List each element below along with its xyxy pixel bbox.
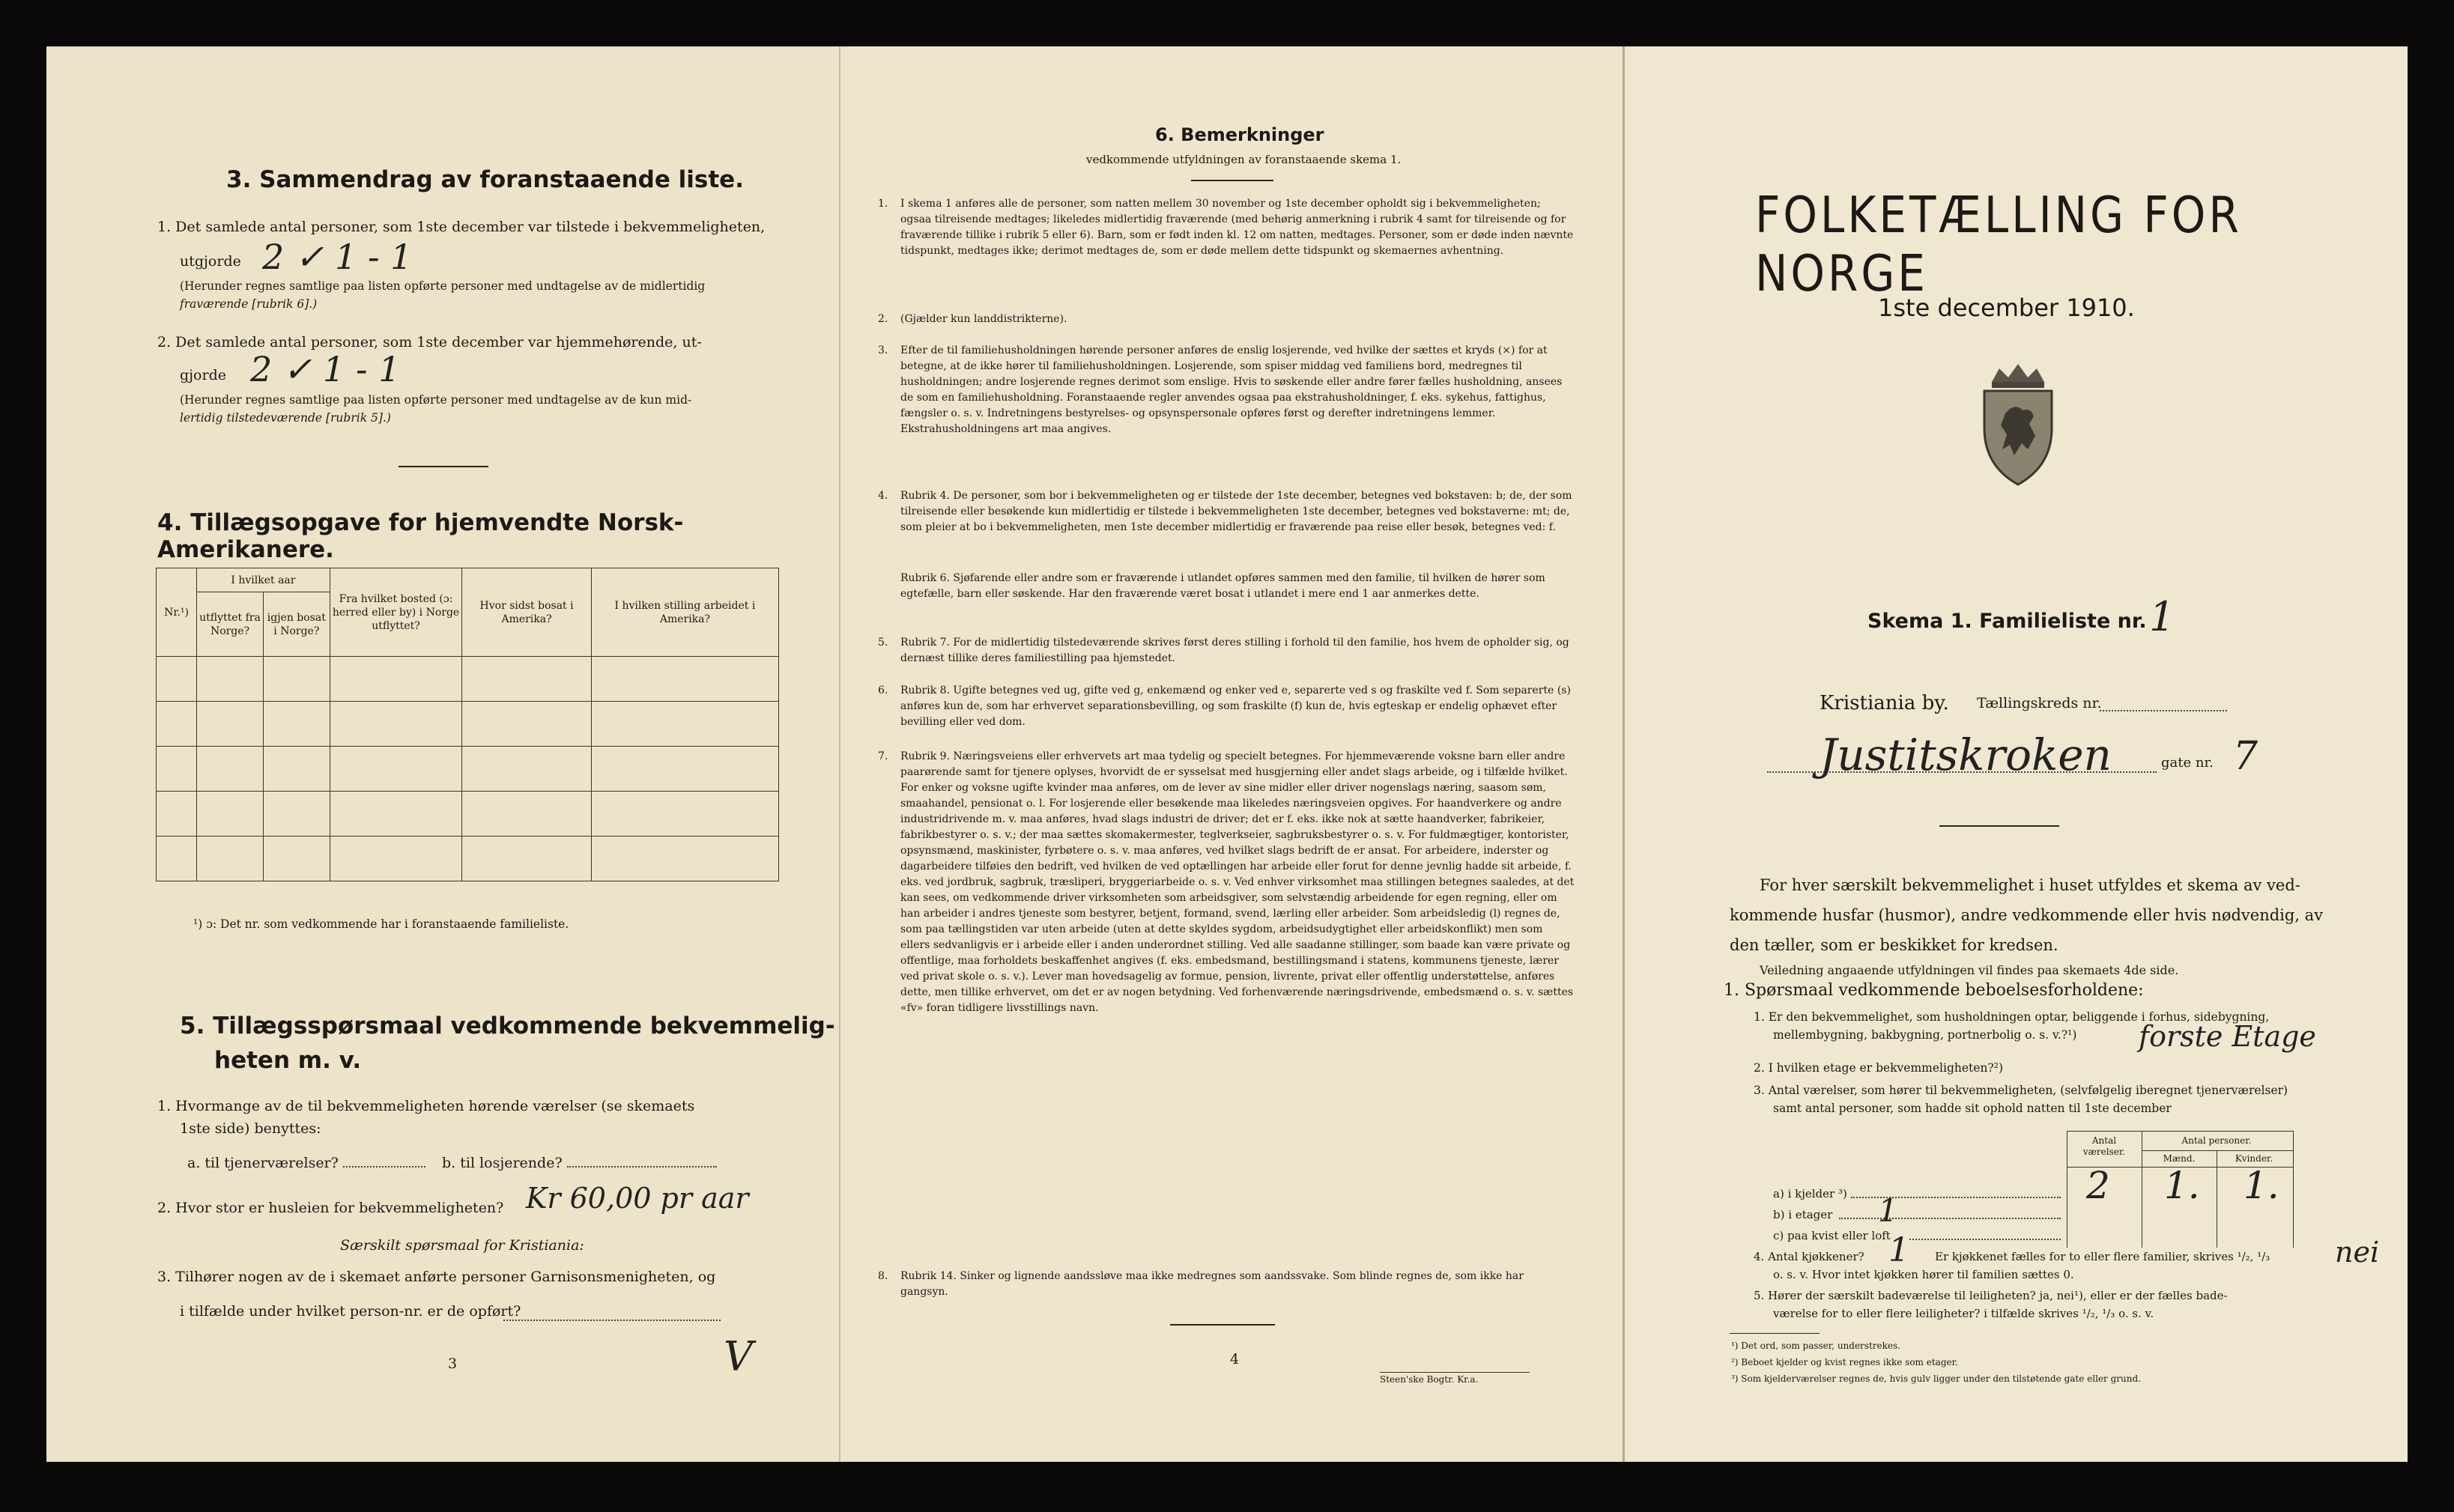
printer-imprint: Steen'ske Bogtr. Kr.a.: [1380, 1372, 1530, 1385]
row-b-label: b) i etager: [1773, 1208, 1833, 1221]
city-label: Kristiania by.: [1820, 692, 1949, 714]
s5-q1-a: [187, 1152, 425, 1174]
q5-line1: 5. Hører der særskilt badeværelse til leiligheten? ja, nei¹), eller er der fælles bade-: [1754, 1289, 2228, 1302]
col-antal-vaerelser: Antal værelser.: [2082, 1135, 2126, 1157]
remark-6: [878, 683, 1575, 730]
s3-item2-handwriting: 2 ✓ 1 - 1: [250, 349, 401, 389]
s3-item1-note2: fraværende [rubrik 6].): [180, 297, 318, 311]
remark-number: 7.: [878, 750, 888, 762]
col-antal-personer: Antal personer.: [2181, 1135, 2252, 1146]
row-c-dotline: [1909, 1239, 2061, 1240]
q4-rest: Er kjøkkenet fælles for to eller flere familier, skrives ¹/₂, ¹/₃: [1935, 1250, 2270, 1263]
col-nr: Nr.¹): [157, 568, 197, 657]
footnote-1: ¹) Det ord, som passer, understrekes.: [1731, 1341, 1900, 1351]
remark-number: 6.: [878, 684, 888, 696]
page-3: [46, 46, 839, 1462]
remark-text: Rubrik 4. De personer, som bor i bekvemmeligheten og er tilstede der 1ste december, betegnes ved bokstaven: b; de, der som tilreisende eller besøkende kun midlertidig er tilstede i bekvemmeligheten 1ste december, betegnes ved bokstaverne: mt; de, som pleier at bo i bekvemmeligheten, men 1ste december midlertidig er fraværende paa reise eller besøk, betegnes ved: f.: [900, 490, 1572, 533]
remark-text: Efter de til familiehusholdningen hørende personer anføres de enslig losjerende, ved hvilke der sættes et kryds (×) for at betegne, at de ikke hører til familiehusholdningen. Losjerende, som spiser middag ved familiens bord, medregnes til husholdningen; andre losjerende regnes derimot som enslige. Hvis to søskende eller andre fører fælles husholdning, ansees de som en familiehusholdning. Foranstaaende regler anvendes ogsaa paa ekstrahusholdninger, f. eks. sykehus, fattighus, fængsler o. s. v. Indretningens bestyrelses- og opsynspersonale opføres først og derefter indretningens lemmer. Ekstrahusholdningens art maa angives.: [900, 344, 1563, 435]
remark-number: 1.: [878, 198, 888, 210]
s5-q1-b: [442, 1152, 717, 1174]
q1-line1: 1. Er den bekvemmelighet, som husholdningen optar, beliggende i forhus, sidebygning,: [1754, 1010, 2270, 1024]
row-a-vaerelser: 2: [2086, 1164, 2110, 1207]
s5-q2-handwriting: Kr 60,00 pr aar: [526, 1182, 749, 1215]
table-row: [157, 657, 779, 702]
coat-of-arms-icon: [1969, 361, 2067, 488]
col-maend: Mænd.: [2163, 1153, 2196, 1164]
check-mark: V: [724, 1333, 753, 1380]
s5-q1-line1: 1. Hvormange av de til bekvemmeligheten hørende værelser (se skemaets: [157, 1098, 695, 1114]
page-number: 3: [448, 1355, 458, 1372]
s3-item1-line1: 1. Det samlede antal personer, som 1ste december var tilstede i bekvemmeligheten,: [157, 219, 766, 235]
divider: [1191, 180, 1273, 181]
remark-7: [878, 749, 1575, 1016]
col-sidst: Hvor sidst bosat i Amerika?: [462, 568, 592, 657]
norsk-amerikanere-table: [156, 568, 779, 881]
remark-number: 3.: [878, 344, 888, 356]
census-date: 1ste december 1910.: [1878, 294, 2135, 322]
gate-number-handwriting: 7: [2233, 734, 2258, 779]
intro-line-1: For hver særskilt bekvemmelighet i huset utfyldes et skema av ved-: [1760, 876, 2300, 894]
remark-2: [878, 312, 1575, 327]
remark-5: [878, 635, 1575, 667]
section-5-heading-2: heten m. v.: [214, 1047, 362, 1074]
s3-item1-handwriting: 2 ✓ 1 - 1: [262, 237, 413, 277]
divider: [1730, 1333, 1820, 1334]
page-4: [839, 46, 1623, 1462]
questions-heading: [1724, 981, 2144, 1000]
s3-item2-note2: lertidig tilstedeværende [rubrik 5].): [180, 411, 391, 425]
s3-item2-line1: 2. Det samlede antal personer, som 1ste december var hjemmehørende, ut-: [157, 334, 702, 350]
divider: [1939, 825, 2059, 827]
q5-line2: værelse for to eller flere leiligheter? i tilfælde skrives ¹/₂, ¹/₃ o. s. v.: [1773, 1307, 2154, 1320]
section-5-heading-1: 5. Tillægsspørsmaal vedkommende bekvemmelig-: [180, 1012, 835, 1039]
remark-1: [878, 196, 1575, 259]
remark-text: I skema 1 anføres alle de personer, som natten mellem 30 november og 1ste december opholdt sig i bekvemmeligheten; ogsaa tilreisende medtages; likeledes midlertidig fraværende (med behørig anmerkning i rubrik 4 samt for tilreisende og for fraværende tillike i rubrik 5 eller 6). Barn, som er født inden kl. 12 om natten, medtages. Personer, som er døde inden nævnte tidspunkt, medtages ikke; derimot medtages de, som er døde mellem dette tidspunkt og skemaernes avhentning.: [900, 198, 1574, 257]
gate-label: gate nr.: [2161, 755, 2214, 771]
s5-q1-line2: 1ste side) benyttes:: [180, 1120, 321, 1137]
q4-label: 4. Antal kjøkkener?: [1754, 1250, 1864, 1263]
s5-q2: 2. Hvor stor er husleien for bekvemmeligheten?: [157, 1200, 504, 1216]
kreds-label: Tællingskreds nr.: [1977, 695, 2102, 711]
footnote-2: ²) Beboet kjelder og kvist regnes ikke som etager.: [1731, 1357, 1958, 1367]
street-handwriting: Justitskroken: [1820, 729, 2112, 780]
remark-number: 5.: [878, 637, 888, 649]
intro-line-3: den tæller, som er beskikket for kredsen.: [1730, 936, 2058, 954]
remark-4: [878, 488, 1575, 535]
s3-item1-line2: utgjorde: [180, 253, 241, 270]
q4-handwriting-nei: nei: [2335, 1236, 2380, 1269]
s5-q1-a-label: a. til tjenerværelser?: [187, 1155, 339, 1171]
table-row: [157, 702, 779, 747]
table-row: [157, 747, 779, 792]
s3-item2-line2: gjorde: [180, 367, 226, 383]
s5-q3-answer-line: [503, 1320, 721, 1321]
s5-q1-b-label: b. til losjerende?: [442, 1155, 563, 1171]
q4-handwriting: 1: [1888, 1231, 1909, 1269]
page-number: 4: [1230, 1351, 1240, 1367]
q3-line1: 3. Antal værelser, som hører til bekvemmeligheten, (selvfølgelig iberegnet tjenerværelser): [1754, 1084, 2288, 1097]
remark-text: (Gjælder kun landdistrikterne).: [900, 313, 1067, 325]
section-4-heading: 4. Tillægsopgave for hjemvendte Norsk-Amerikanere.: [157, 509, 684, 563]
col-stilling: I hvilken stilling arbeidet i Amerika?: [591, 568, 778, 657]
row-a-maend: 1.: [2164, 1164, 2200, 1207]
remark-number: 4.: [878, 490, 888, 502]
remark-number: 2.: [878, 313, 888, 325]
row-b-handwriting: 1: [1878, 1192, 1898, 1229]
remark-number: 8.: [878, 1270, 888, 1282]
remark-text: Rubrik 7. For de midlertidig tilstedeværende skrives først deres stilling i forhold til den familie, hos hvem de opholder sig, og dernæst tillike deres familiestilling paa hjemstedet.: [900, 637, 1569, 664]
remark-4b: [900, 571, 1575, 602]
table-line: [2142, 1150, 2293, 1151]
q2-label: 2. I hvilken etage er bekvemmeligheten?²): [1754, 1061, 2004, 1075]
intro-line-2: kommende husfar (husmor), andre vedkommende eller hvis nødvendig, av: [1730, 906, 2324, 924]
row-a-label: a) i kjelder ³): [1773, 1187, 1847, 1200]
section-3-heading: 3. Sammendrag av foranstaaende liste.: [226, 166, 744, 193]
table-line: [2067, 1131, 2293, 1132]
table-row: [157, 837, 779, 881]
q1-handwriting: forste Etage: [2139, 1020, 2316, 1053]
row-c-label: c) paa kvist eller loft: [1773, 1229, 1891, 1242]
q1-line2: mellembygning, bakbygning, portnerbolig o. s. v.?¹): [1773, 1028, 2077, 1042]
col-bosted: Fra hvilket bosted (ɔ: herred eller by) i Norge utflyttet?: [330, 568, 462, 657]
remark-text: Rubrik 9. Næringsveiens eller erhvervets art maa tydelig og specielt betegnes. For hjemmeværende voksne barn eller andre paarørende samt for tjenere oplyses, hvorvidt de er sysselsat med husgjerning eller andet slags arbeide, og i tilfælde hvilket. For enker og voksne ugifte kvinder maa anføres, om de lever av sine midler eller driver nogenslags næring, saasom søm, smaahandel, pensionat o. l. For losjerende eller besøkende maa likeledes næringsveien opgives. For haandverkere og andre industridrivende m. v. maa anføres, hvad slags industri de driver; det er f. eks. ikke nok at sætte haandverker, fabrikeier, fabrikbestyrer o. s. v.; der maa sættes skomakermester, teglverkseier, sagbruksbestyrer o. s. v. For fuldmægtiger, kontorister, opsynsmænd, maskinister, fyrbøtere o. s. v. maa anføres, ved hvilket slags bedrift de er ansat. For arbeidere, inderster og dagarbeidere tilføies den bedrift, ved hvilken de ved optællingen har arbeide eller forut for denne jevnlig hadde sit arbeide, f. eks. ved jordbruk, sagbruk, træsliperi, bryggeriarbeide o. s. v. Ved enhver virksomhet maa stillingen betegnes saaledes, at det kan sees, om vedkommende driver virksomheten som arbeidsgiver, som selvstændig arbeidende for egen regning, eller om han arbeider i andres tjeneste som bestyrer, betjent, formand, svend, lærling eller arbeider. Som arbeidsledig (l) regnes de, som paa tællingstiden var uten arbeide (uten at dette skyldes sygdom, arbeidsudygtighet eller arbeidskonflikt) men som ellers sedvanligvis er i arbeide eller i anden underordnet stilling. Ved alle saadanne stillinger, som baade kan være private og offentlige, maa forholdets beskaffenhet angives (f. eks. embedsmand, bestillingsmand i statens, kommunens tjeneste, lærer ved privat skole o. s. v.). Lever man hovedsagelig av formue, pension, livrente, privat eller offentlig understøttelse, anføres dette, men tillike erhvervet, om det er av nogen betydning. Ved forhenværende næringsdrivende, embedsmænd o. s. v. sættes «fv» foran tidligere livsstillings navn.: [900, 750, 1575, 1014]
divider: [1170, 1324, 1275, 1326]
s5-q3-line2: i tilfælde under hvilket person-nr. er de opført?: [180, 1303, 521, 1320]
remark-text: Rubrik 6. Sjøfarende eller andre som er fraværende i utlandet opføres sammen med den familie, til hvilken de hører som egtefælle, barn eller søskende. Har den fraværende været bosat i utlandet i mere end 1 aar anmerkes dette.: [900, 572, 1545, 600]
kreds-answer-line: [2100, 710, 2227, 711]
page-1: [1623, 46, 2408, 1462]
table-row: [157, 792, 779, 837]
remark-8: [878, 1269, 1575, 1300]
s3-item1-note1: (Herunder regnes samtlige paa listen opførte personer med undtagelse av de midlertidig: [180, 279, 706, 293]
skema-label: Skema 1. Familieliste nr.: [1867, 610, 2147, 633]
remarks-subheading: vedkommende utfyldningen av foranstaaende skema 1.: [1086, 153, 1402, 166]
col-utflyttet: utflyttet fra Norge?: [197, 592, 264, 657]
remark-text: Rubrik 14. Sinker og lignende aandssløve maa ikke medregnes som aandssvake. Som blinde regnes de, som ikke har gangsyn.: [900, 1270, 1524, 1298]
footnote-3: ³) Som kjelderværelser regnes de, hvis gulv ligger under den tilstøtende gate eller grund.: [1731, 1373, 2141, 1384]
row-a-kvinder: 1.: [2244, 1164, 2279, 1207]
q3-line2: samt antal personer, som hadde sit ophold natten til 1ste december: [1773, 1102, 2172, 1115]
table-line: [2293, 1131, 2294, 1248]
s5-q3-line1: 3. Tilhører nogen av de i skemaet anførte personer Garnisonsmenigheten, og: [157, 1269, 716, 1285]
intro-line-4: Veiledning angaaende utfyldningen vil findes paa skemaets 4de side.: [1760, 963, 2179, 977]
census-title: FOLKETÆLLING FOR NORGE: [1755, 185, 2242, 303]
remarks-heading: 6. Bemerkninger: [1155, 124, 1324, 145]
divider: [399, 466, 488, 467]
remark-text: Rubrik 8. Ugifte betegnes ved ug, gifte ved g, enkemænd og enker ved e, separerte ved s og fraskilte ved f. Som separerte (s) anføres kun de, som har erhvervet separationsbevilling, og som fraskilte (f) kun de, hvis egteskap er endelig ophævet efter bevilling eller ved dom.: [900, 684, 1571, 728]
q4-line2: o. s. v. Hvor intet kjøkken hører til familien sættes 0.: [1773, 1268, 2074, 1281]
questions-heading-text: 1. Spørsmaal vedkommende beboelsesforholdene:: [1724, 981, 2144, 1000]
col-kvinder: Kvinder.: [2235, 1153, 2273, 1164]
row-b-dotline: [1839, 1218, 2061, 1219]
skema-number-handwriting: 1: [2149, 593, 2175, 640]
s3-item2-note1: (Herunder regnes samtlige paa listen opførte personer med undtagelse av de kun mid-: [180, 393, 692, 407]
col-igjen: igjen bosat i Norge?: [263, 592, 330, 657]
remark-3: [878, 343, 1575, 437]
s5-special-kristiania: Særskilt spørsmaal for Kristiania:: [340, 1237, 584, 1254]
col-group-year: I hvilket aar: [197, 568, 330, 592]
s4-footnote: ¹) ɔ: Det nr. som vedkommende har i foranstaaende familieliste.: [193, 917, 569, 931]
